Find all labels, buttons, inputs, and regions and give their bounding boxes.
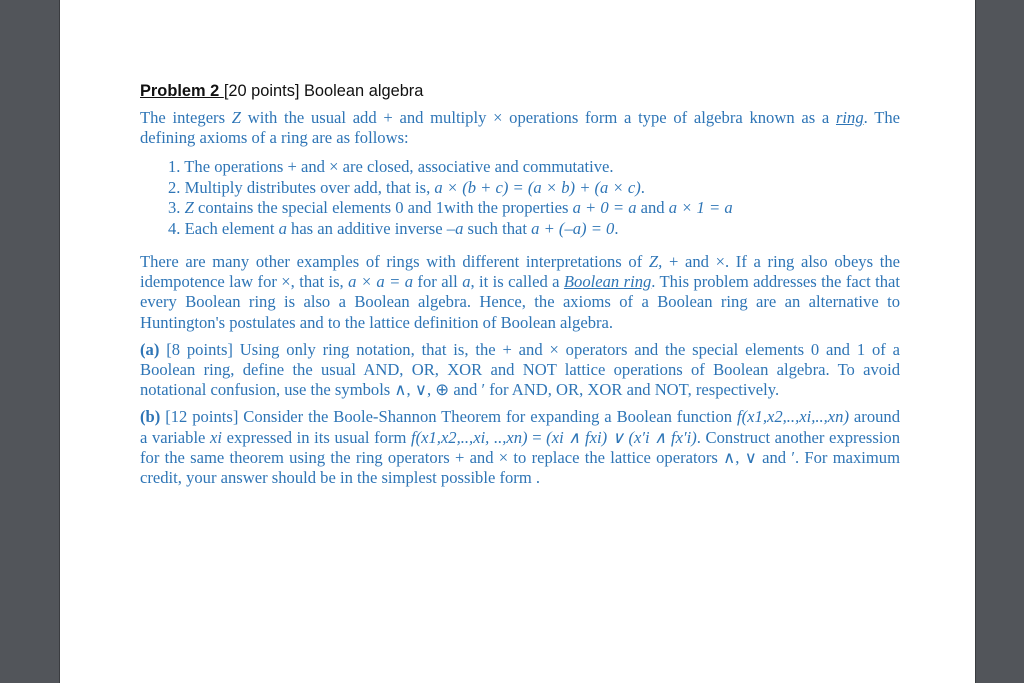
- problem-content: [140, 81, 900, 488]
- axiom-text: 4. Each element: [168, 218, 279, 238]
- part-b-text: =: [527, 427, 547, 447]
- para-text: There are many other examples of rings with different interpretations of: [140, 252, 649, 272]
- axiom-3: [168, 198, 900, 218]
- function-expr: f(x1,x2,..,xi,..,xn): [737, 407, 849, 427]
- set-z: Z: [231, 108, 242, 127]
- axiom-math: a: [278, 218, 287, 238]
- para-text: . This problem addresses the fact that every Boolean ring is also a Boolean algebra. Hence, the axioms of a Boolean ring are an alternative to Huntington's postulates and to the lattice definition of Boolean algebra.: [140, 272, 900, 332]
- para-text: for all: [413, 272, 463, 292]
- shannon-expr: (xi ∧ fxi) ∨ (x′i ∧ fx′i): [546, 427, 697, 447]
- axiom-text: .: [640, 177, 645, 197]
- intro-text: The integers: [140, 108, 232, 127]
- axiom-4: [168, 219, 900, 239]
- para-text: , it is called a: [470, 272, 564, 292]
- part-b-text: expressed in its usual form: [222, 427, 411, 447]
- axiom-math: –a: [446, 218, 464, 238]
- axiom-math: a + (–a) = 0: [531, 218, 615, 238]
- part-a-label: (a): [140, 339, 160, 359]
- axiom-math: a × 1 = a: [668, 198, 733, 218]
- var-xi: xi: [210, 427, 223, 447]
- axiom-list: [140, 157, 900, 239]
- var-a: a: [462, 272, 471, 292]
- part-a-text: [8 points] Using only ring notation, that is, the + and × operators and the special elements 0 and 1 of a Boolean ring, define the usual AND, OR, XOR and NOT lattice operations of Boolean algebra. To avoid notational confusion, use the symbols ∧, ∨, ⊕ and ′ for AND, OR, XOR and NOT, respectively.: [140, 339, 900, 400]
- function-expr: f(x1,x2,..,xi, ..,xn): [411, 427, 528, 447]
- axiom-math: a × (b + c) = (a × b) + (a × c): [434, 177, 641, 197]
- intro-text: . The defining axioms of a ring are as follows:: [140, 108, 901, 148]
- intro-text: with the usual add + and multiply × operations form a type of algebra known as a: [241, 108, 836, 127]
- part-a: [140, 340, 900, 401]
- set-z: Z,: [648, 252, 663, 272]
- part-b-text: [12 points] Consider the Boole-Shannon Theorem for expanding a Boolean function: [160, 407, 738, 427]
- axiom-text: contains the special elements 0 and 1with the properties: [193, 198, 573, 218]
- document-page: [59, 0, 976, 683]
- idempotence-math: a × a = a: [348, 272, 414, 292]
- axiom-text: and: [636, 198, 669, 218]
- problem-heading: [140, 81, 900, 101]
- part-b-text: . Construct another expression for the same theorem using the ring operators + and × to replace the lattice operators ∧, ∨ and ′. For maximum credit, your answer should be in the simplest possible form .: [140, 427, 901, 488]
- axiom-text: 1. The operations + and × are closed, associative and commutative.: [168, 157, 614, 177]
- part-b: [140, 407, 900, 488]
- problem-number: Problem 2: [140, 82, 224, 100]
- axiom-math: a + 0 = a: [572, 198, 637, 218]
- part-b-label: (b): [140, 407, 161, 427]
- term-boolean-ring: Boolean ring: [563, 272, 652, 292]
- intro-paragraph: [140, 108, 900, 148]
- term-ring: ring: [835, 108, 864, 127]
- axiom-2: [168, 178, 900, 198]
- boolean-ring-paragraph: [140, 252, 900, 333]
- axiom-text: has an additive inverse: [286, 218, 447, 238]
- axiom-text: 2. Multiply distributes over add, that is,: [168, 177, 435, 197]
- axiom-1: [168, 157, 900, 177]
- axiom-text: .: [614, 218, 619, 238]
- problem-title: [20 points] Boolean algebra: [223, 82, 424, 100]
- axiom-text: such that: [463, 218, 532, 238]
- axiom-text: 3.: [168, 198, 185, 218]
- part-b-text: around a variable: [140, 407, 901, 447]
- para-text: + and ×. If a ring also obeys the idempotence law for ×, that is,: [140, 252, 901, 292]
- set-z: Z: [184, 198, 194, 218]
